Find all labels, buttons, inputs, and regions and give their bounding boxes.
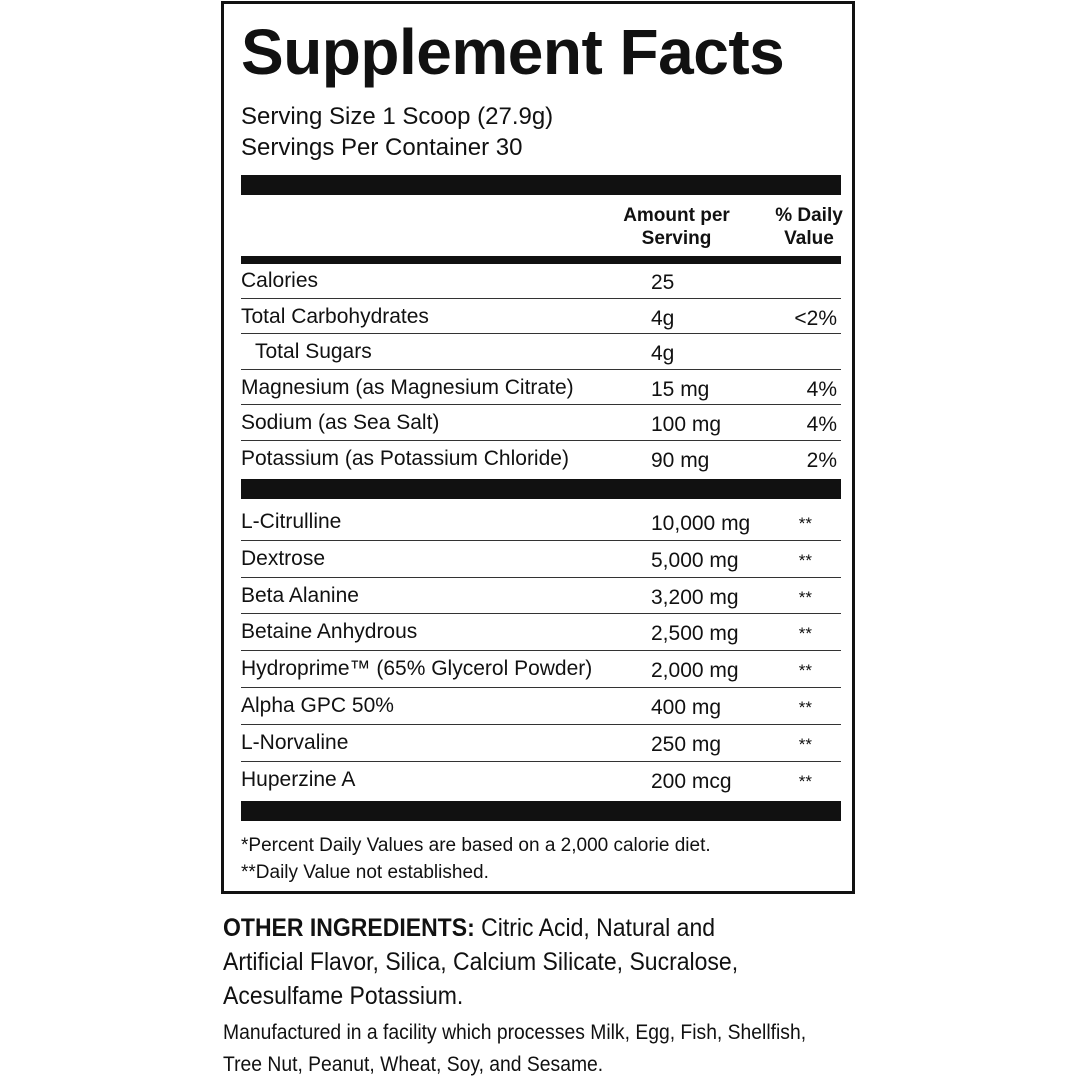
row-daily-value: **	[798, 734, 812, 754]
row-amount: 10,000 mg	[651, 512, 751, 535]
row-daily-value: **	[798, 661, 812, 681]
row-amount: 5,000 mg	[651, 548, 739, 572]
row-name: Total Sugars	[255, 340, 372, 363]
row-divider	[241, 333, 841, 334]
amount-header-line1: Amount per	[623, 205, 730, 226]
row-amount: 200 mcg	[651, 769, 732, 793]
row-daily-value: **	[798, 698, 812, 717]
row-name: Magnesium (as Magnesium Citrate)	[241, 375, 574, 399]
row-divider	[241, 761, 841, 762]
row-amount: 15 mg	[651, 377, 710, 401]
row-name: Dextrose	[241, 546, 326, 570]
dv-header-line2: Value	[784, 228, 834, 249]
row-amount: 100 mg	[651, 413, 722, 436]
row-amount: 2,500 mg	[651, 622, 739, 646]
row-name: Potassium (as Potassium Chloride)	[241, 446, 569, 470]
row-daily-value: **	[798, 624, 812, 644]
row-amount: 90 mg	[651, 448, 710, 472]
row-amount: 4g	[651, 342, 675, 365]
row-daily-value: 2%	[806, 448, 837, 472]
row-divider	[241, 298, 841, 299]
row-divider	[241, 577, 841, 578]
panel-title: Supplement Facts	[241, 16, 785, 88]
row-daily-value: 4%	[806, 377, 837, 401]
other-ingredients	[223, 911, 793, 1013]
row-divider	[241, 404, 841, 405]
row-divider	[241, 440, 841, 441]
supplement-facts-panel	[221, 1, 855, 894]
row-amount: 2,000 mg	[651, 659, 739, 683]
amount-header-line2: Serving	[641, 228, 712, 249]
medium-divider	[241, 256, 841, 264]
servings-per-container: Servings Per Container 30	[241, 134, 523, 161]
row-divider	[241, 540, 841, 541]
other-ingredients-label: OTHER INGREDIENTS:	[223, 914, 475, 942]
row-divider	[241, 687, 841, 688]
amount-per-serving-header	[614, 204, 739, 250]
row-daily-value: 4%	[806, 413, 837, 436]
row-daily-value: **	[798, 587, 812, 607]
thick-divider-middle	[241, 479, 841, 499]
manufacturing-note: Manufactured in a facility which processes Milk, Egg, Fish, Shellfish, Tree Nut, Peanut, Wheat, Soy, and Sesame.	[223, 1021, 807, 1076]
row-daily-value: **	[798, 514, 812, 533]
thick-divider-bottom	[241, 801, 841, 821]
row-divider	[241, 613, 841, 614]
other-ingredients-text: Citric Acid, Natural and Artificial Flavor, Silica, Calcium Silicate, Sucralose, Acesulfame Potassium.	[223, 914, 739, 1010]
row-daily-value: **	[798, 550, 812, 570]
row-daily-value: <2%	[794, 306, 837, 330]
row-name: Alpha GPC 50%	[241, 694, 394, 717]
row-name: Total Carbohydrates	[241, 304, 429, 328]
row-name: Hydroprime™ (65% Glycerol Powder)	[241, 657, 593, 681]
dv-header-line1: % Daily	[775, 205, 843, 226]
row-daily-value: **	[798, 771, 812, 791]
serving-size: Serving Size 1 Scoop (27.9g)	[241, 103, 554, 130]
row-name: Calories	[241, 269, 319, 292]
row-divider	[241, 650, 841, 651]
row-name: Huperzine A	[241, 767, 356, 791]
row-amount: 3,200 mg	[651, 585, 739, 609]
row-amount: 250 mg	[651, 732, 722, 756]
footnote-daily-values: *Percent Daily Values are based on a 2,000 calorie diet.	[241, 835, 711, 856]
row-name: Betaine Anhydrous	[241, 620, 418, 644]
daily-value-header	[764, 204, 854, 250]
row-name: Sodium (as Sea Salt)	[241, 411, 440, 434]
row-name: Beta Alanine	[241, 583, 359, 607]
row-name: L-Norvaline	[241, 730, 349, 754]
footnote-not-established: **Daily Value not established.	[241, 862, 489, 883]
row-divider	[241, 724, 841, 725]
row-name: L-Citrulline	[241, 510, 342, 533]
row-amount: 400 mg	[651, 696, 722, 719]
thick-divider-top	[241, 175, 841, 195]
row-divider	[241, 369, 841, 370]
row-amount: 25	[651, 271, 675, 294]
row-amount: 4g	[651, 306, 675, 330]
